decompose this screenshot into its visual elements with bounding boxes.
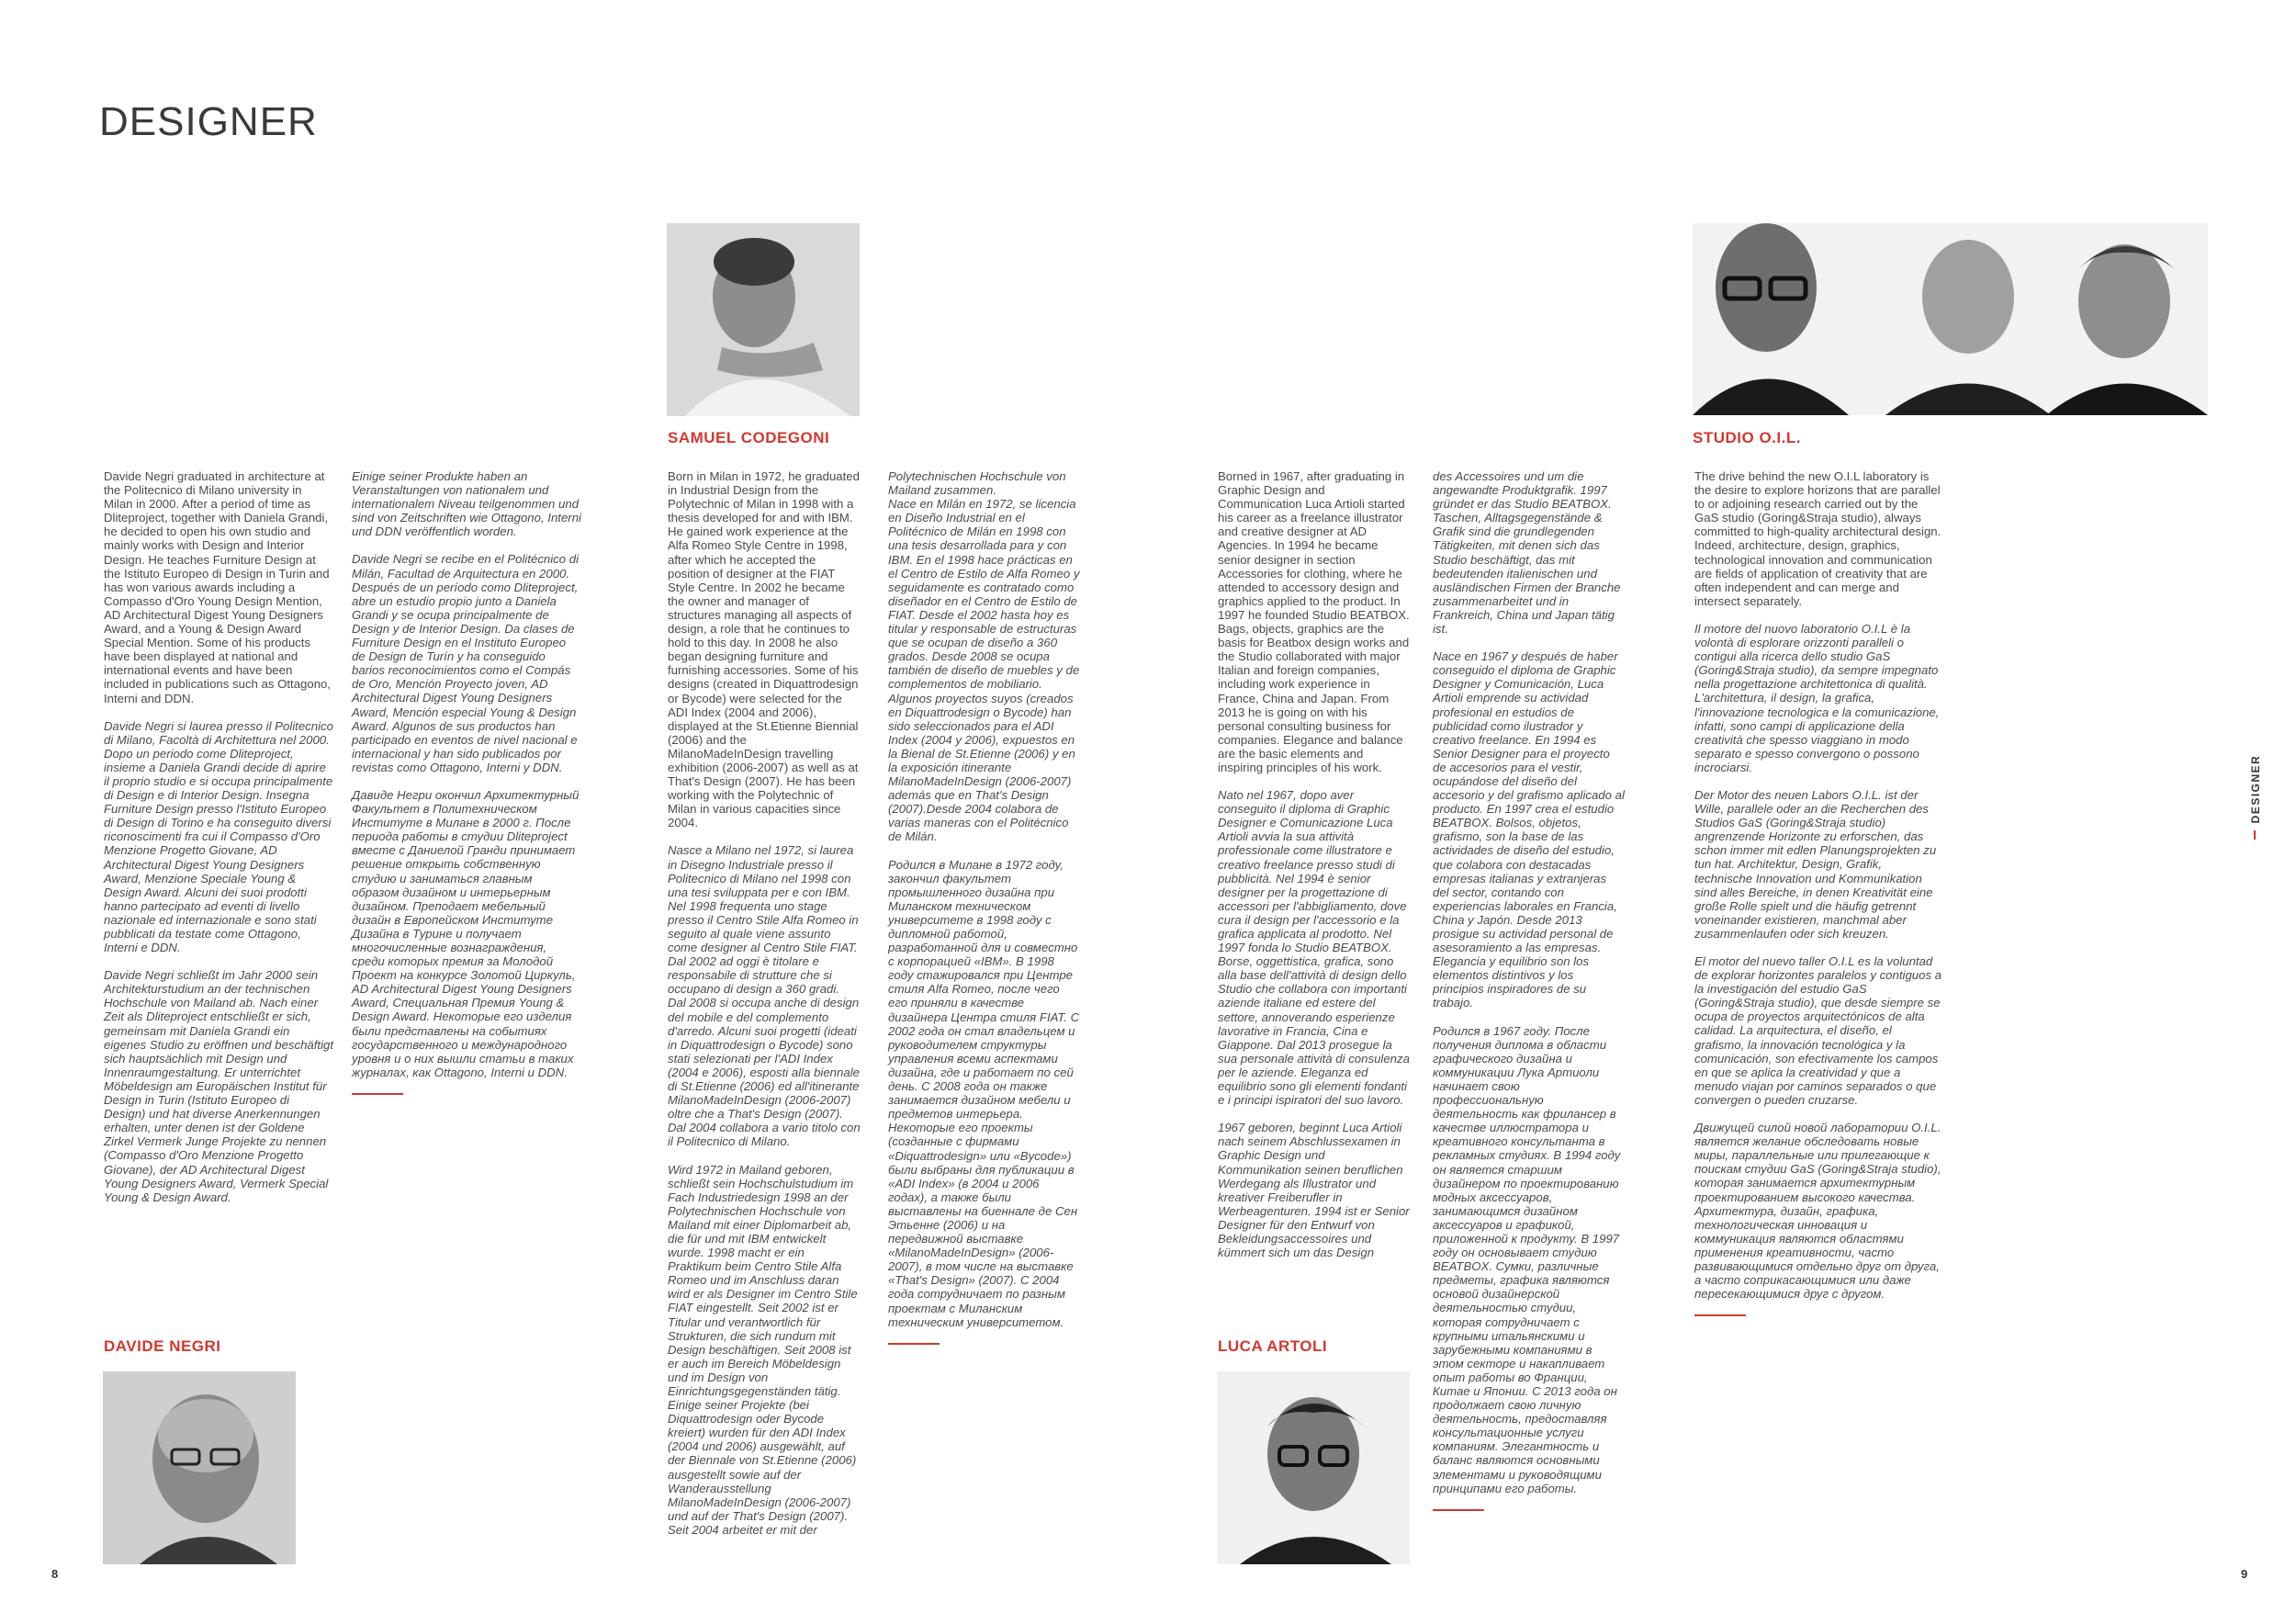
studio-oil-group-photo (1693, 223, 2208, 415)
artoli-bio-de-cont: des Accessoires und um die angewandte Produktgrafik. 1997 gründet er das Studio BEATBOX. Taschen, Alltagsgegenstände & Grafik sind die grundlegenden Tätigkeiten, mit denen sich das Studio beschäftigt, das mit bedeutenden italienischen und ausländischen Firmen der Branche zusammenarbeitet und in Frankreich, China und Japan tätig ist. (1433, 469, 1621, 637)
artoli-bio-en: Borned in 1967, after graduating in Graphic Design and Communication Luca Artioli started his career as a freelance illustrator and creative designer at AD Agencies. In 1994 he became senior designer in section Accessories for clothing, where he attended to accessory design and graphics applied to the product. In 1997 he founded Studio BEATBOX. Bags, objects, graphics are the basis for Beatbox design works and the Studio collaborated with major Italian and foreign companies, including work experience in France, China and Japan. From 2013 he is going on with his personal consulting business for companies. Elegance and balance are the basic elements and inspiring principles of his work. (1218, 469, 1410, 774)
negri-portrait (103, 1371, 296, 1564)
artoli-bio-col-1 (1218, 469, 1411, 1273)
codegoni-portrait (667, 223, 860, 416)
page-number-right: 9 (2241, 1567, 2248, 1581)
artoli-bio-de: 1967 geboren, beginnt Luca Artioli nach seinem Abschlussexamen in Graphic Design und Kommunikation seinen beruflichen Werdegang als Illustrator und kreativer Freiberufler in Werbeagenturen. 1994 ist er Senior Designer für den Entwurf von Bekleidungsaccessoires und kümmert sich um das Design (1218, 1121, 1410, 1260)
section-side-tab-label: DESIGNER (2249, 754, 2262, 824)
accent-rule (1694, 1314, 1746, 1316)
oil-bio-es: El motor del nuevo taller O.I.L es la voluntad de explorar horizontes paralelos y contiguos a la investigación del estudio GaS (Goring&Straja studio), que desde siempre se ocupa de proyectos arquitectónicos de alta calidad. La arquitectura, el diseño, el grafismo, la innovación tecnológica y la comunicación, son efectivamente los campos en que se aplica la creatividad y que a menudo viajan por caminos separados o que convergen o pueden cruzarse. (1694, 954, 1942, 1107)
oil-bio-en: The drive behind the new O.I.L laboratory is the desire to explore horizons that are parallel to or adjoining research carried out by the GaS studio (Goring&Straja studio), always committed to high-quality architectural design. Indeed, architecture, design, graphics, technological innovation and communication are fields of application of creativity that are often independent and can merge and intersect separately. (1694, 469, 1941, 608)
artoli-portrait (1217, 1371, 1410, 1564)
negri-bio-de-cont: Einige seiner Produkte haben an Veranstaltungen von nationalem und internationalem Niveau teilgenommen und sind von Zeitschriften wie Ottagono, Interni und DDN veröffentlich worden. (352, 469, 581, 539)
negri-bio-col-1 (104, 469, 333, 1218)
section-side-tab (2246, 746, 2265, 838)
accent-rule (1433, 1509, 1484, 1511)
artoli-bio-ru: Родился в 1967 году. После получения диплома в области графического дизайна и коммуникации Лука Артиоли начинает свою профессиональную деятельность как фрилансер в качестве иллюстратора и креативного консультанта в рекламных студиях. В 1994 году он является старшим дизайнером по проектированию модных аксессуаров, занимающимся дизайном аксессуаров и графикой, приложенной к продукту. В 1997 году он основывает студию BEATBOX. Сумки, различные предметы, графика являются основой дизайнерской деятельностью студии, которая сотрудничает с крупными итальянскими и зарубежными компаниями в этом секторе и накапливает опыт работы во Франции, Китае и Японии. С 2013 года он продолжает свою личную деятельность, предоставляя консультационные услуги компаниям. Элегантность и баланс являются основными элементами и руководящими принципами его работы. (1433, 1023, 1621, 1495)
codegoni-bio-es: Nace en Milán en 1972, se licencia en Diseño Industrial en el Politécnico de Milán en 1998 con una tesis desarrollada para y con IBM. En el 1998 hace prácticas en el Centro de Estilo de Alfa Romeo y seguidamente es contratado como diseñador en el Centro de Estilo de FIAT. Desde el 2002 hasta hoy es titular y responsable de estructuras que se ocupan de diseño a 360 grados. Desde 2008 se ocupa también de diseño de muebles y de complementos de mobiliario. Algunos proyectos suyos (creados en Diquattrodesign o Bycode) han sido seleccionados para el ADI Index (2004 y 2006), expuestos en la Bienal de St.Etienne (2006) y en la exposición itinerante MilanoMadeInDesign (2006-2007) además que en That's Design (2007).Desde 2004 colabora de varias maneras con el Politécnico de Milán. (888, 497, 1080, 844)
designer-name-negri: DAVIDE NEGRI (104, 1337, 221, 1355)
page-title: DESIGNER (99, 99, 318, 144)
artoli-bio-it: Nato nel 1967, dopo aver conseguito il diploma di Graphic Designer e Comunicazione Luca Artioli avvia la sua attività professionale come illustratore e creativo freelance presso studi di pubblicità. Nel 1994 è senior designer per la progettazione di accessori per l'abbigliamento, dove cura il design per l'accessorio e la grafica applicata al prodotto. Nel 1997 fonda lo Studio BEATBOX. Borse, oggettistica, grafica, sono alla base dell'attività di design dello Studio che collabora con importanti aziende italiane ed estere del settore, annoverando esperienze lavorative in Francia, Cina e Giappone. Dal 2013 prosegue la sua personale attività di consulenza per le aziende. Eleganza ed equilibrio sono gli elementi fondanti e i principi ispiratori del suo lavoro. (1218, 788, 1410, 1108)
oil-bio-ru: Движущей силой новой лаборатории O.I.L. является желание обследовать новые миры, параллельные или прилегающие к поискам студии GaS (Goring&Straja studio), которая занимается архитектурным проектированием высокого качества. Архитектура, дизайн, графика, технологическая инновация и коммуникация являются областями применения креативности, часто развивающимися отдельно друг от друга, а часто соприкасающимися или даже пересекающимися друг с другом. (1694, 1121, 1941, 1302)
artoli-bio-col-2 (1433, 469, 1626, 1511)
page-number-left: 8 (51, 1567, 59, 1581)
accent-rule (352, 1093, 403, 1095)
oil-bio-it: Il motore del nuovo laboratorio O.I.L è la volontà di esplorare orizzonti paralleli o contigui alla ricerca dello studio GaS (Goring&Straja studio), da sempre impegnato nella progettazione architettonica di qualità. L'architettura, il design, la grafica, l'innovazione tecnologica e la comunicazione, infatti, sono campi di applicazione della creatività che spesso viaggiano in modo separato e spesso convergono o possono incrociarsi. (1694, 621, 1940, 774)
side-tab-accent (2254, 830, 2256, 840)
designer-name-oil: STUDIO O.I.L. (1693, 429, 1801, 446)
negri-bio-it: Davide Negri si laurea presso il Politecnico di Milano, Facoltà di Architettura nel 2000. Dopo un periodo come Dliteproject, insieme a Daniela Grandi decide di aprire il proprio studio e si occupa principalmente di Design e di Interior Design. Insegna Furniture Design presso l'Istituto Europeo di Design di Torino e ha conseguito diversi riconoscimenti fra cui il Compasso d'Oro Menzione Progetto Giovane, AD Architectural Digest Young Designers Award, Menzione Speciale Young & Design Award. Alcuni dei suoi prodotti hanno partecipato ad eventi di livello nazionale ed internazionale e sono stati pubblicati da testate come Ottagono, Interni e DDN. (104, 718, 333, 955)
codegoni-bio-ru: Родился в Милане в 1972 году, закончил факультет промышленного дизайна при Миланском техническом университете в 1998 году с дипломной работой, разработанной для и совместно с корпорацией «IBM». В 1998 году стажировался при Центре стиля Alfa Romeo, после чего его приняли в качестве дизайнера Центра стиля FIAT. С 2002 года он стал владельцем и руководителем структуры управления всеми аспектами дизайна, где и работает по сей день. С 2008 года он также занимается дизайном мебели и предметов интерьера. Некоторые его проекты (созданные с фирмами «Diquattrodesign» или «Bycode») были выбраны для публикации в «ADI Index» (в 2004 и 2006 годах), а также были выставлены на биеннале де Сен Этьенне (2006) и на передвижной выставке «MilanoMadeInDesign» (2006-2007), в том числе на выставке «That's Design» (2007). С 2004 года сотрудничает по разным проектам с Миланским техническим университетом. (888, 857, 1080, 1329)
codegoni-bio-de: Wird 1972 in Mailand geboren, schließt sein Hochschulstudium im Fach Industriedesign 1998 an der Polytechnischen Hochschule von Mailand mit einer Diplomarbeit ab, die für und mit IBM entwickelt wurde. 1998 macht er ein Praktikum beim Centro Stile Alfa Romeo und im Anschluss daran wird er als Designer im Centro Stile FIAT eingestellt. Seit 2002 ist er Titular und verantwortlich für Strukturen, die sich rundum mit Design beschäftigen. Seit 2008 ist er auch im Bereich Möbeldesign und im Design von Einrichtungsgegenständen tätig. Einige seiner Projekte (bei Diquattrodesign oder Bycode kreiert) wurden für den ADI Index (2004 und 2006) ausgewählt, auf der Biennale von St.Etienne (2006) ausgestellt sowie auf der Wanderausstellung MilanoMadeInDesign (2006-2007) und auf der That's Design (2007). Seit 2004 arbeitet er mit der (668, 1162, 858, 1537)
codegoni-bio-col-2 (888, 469, 1081, 1345)
designer-name-codegoni: SAMUEL CODEGONI (668, 429, 830, 446)
negri-bio-es: Davide Negri se recibe en el Politécnico di Milán, Facultad de Arquitectura en 2000. Después de un período como Dliteproject, abre un estudio propio junto a Daniela Grandi y se ocupa principalmente de Design y de Interior Design. Da clases de Furniture Design en el Instituto Europeo de Design de Turín y ha conseguido barios reconocimientos como el Compás de Oro, Mención Proyecto joven, AD Architectural Digest Young Designers Award, Mención especial Young & Design Award. Algunos de sus productos han participado en eventos de nivel nacional e internacional y han sido publicados por revistas como Ottagono, Interni y DDN. (352, 552, 580, 774)
designer-name-artoli: LUCA ARTOLI (1218, 1337, 1328, 1355)
codegoni-bio-it: Nasce a Milano nel 1972, si laurea in Disegno Industriale presso il Politecnico di Milano nel 1998 con una tesi sviluppata per e con IBM. Nel 1998 frequenta uno stage presso il Centro Stile Alfa Romeo in seguito al quale viene assunto come designer al Centro Stile FIAT. Dal 2002 ad oggi è titolare e responsabile di strutture che si occupano di design a 360 gradi. Dal 2008 si occupa anche di design del mobile e del complemento d'arredo. Alcuni suoi progetti (ideati in Diquattrodesign o Bycode) sono stati selezionati per l'ADI Index (2004 e 2006), esposti alla biennale di St.Etienne (2006) ed all'itinerante MilanoMadeInDesign (2006-2007) oltre che a That's Design (2007). Dal 2004 collabora a vario titolo con il Politecnico di Milano. (668, 843, 861, 1149)
codegoni-bio-col-1 (668, 469, 861, 1551)
codegoni-bio-en: Born in Milan in 1972, he graduated in Industrial Design from the Polytechnic of Milan in 1998 with a thesis developed for and with IBM. He gained work experience at the Alfa Romeo Style Centre in 1998, after which he accepted the position of designer at the FIAT Style Centre. In 2002 he became the owner and manager of structures managing all aspects of design, a role that he continues to hold to this day. In 2008 he also began designing furniture and furnishing accessories. Some of his designs (created in Diquattrodesign or Bycode) were selected for the ADI Index (2004 and 2006), displayed at the St.Etienne Biennial (2006) and the MilanoMadeInDesign travelling exhibition (2006-2007) as well as at That's Design (2007). He has been working with the Polytechnic of Milan in various capacities since 2004. (668, 469, 860, 830)
oil-bio-col (1694, 469, 1942, 1316)
artoli-bio-es: Nace en 1967 y después de haber conseguido el diploma de Graphic Designer y Comunicación, Luca Artioli emprende su actividad profesional en estudios de publicidad como ilustrador y creativo freelance. En 1994 es Senior Designer para el proyecto de accesorios para el vestir, ocupándose del diseño del accesorio y del grafismo aplicado al producto. En 1997 crea el estudio BEATBOX. Bolsos, objetos, grafismo, son la base de las actividades de diseño del estudio, que colabora con destacadas empresas italianas y extranjeras del sector, contando con experiencias laborales en Francia, China y Japón. Desde 2013 prosigue su actividad personal de asesoramiento a las empresas. Elegancia y equilibrio son los elementos distintivos y los principios inspiradores de su trabajo. (1433, 649, 1625, 1010)
negri-bio-ru: Давиде Негри окончил Архитектурный Факультет в Политехническом Институте в Милане в 2000 г. После периода работы в студии Dliteproject вместе с Даниелой Гранди принимает решение открыть собственную студию и заниматься главным образом дизайном и интерьерным дизайном. Преподает мебельный дизайн в Европейском Институте Дизайна в Турине и получает многочисленные вознаграждения, среди которых премия за Молодой Проект на конкурсе Золотой Циркуль, AD Architectural Digest Young Designers Award, Специальная Премия Young & Design Award. Некоторые его изделия были представлены на событиях государственного и международного уровня и о них вышли статьи в таких журналах, как Ottagono, Interni и DDN. (352, 787, 580, 1079)
negri-bio-col-2 (352, 469, 581, 1095)
negri-bio-en: Davide Negri graduated in architecture at the Politecnico di Milano university in Milan in 2000. After a period of time as Dliteproject, together with Daniela Grandi, he decided to open his own studio and mainly works with Design and Interior Design. He teaches Furniture Design at the Istituto Europeo di Design in Turin and has won various awards including a Compasso d'Oro Young Design Mention, AD Architectural Digest Young Designers Award, and a Young & Design Award Special Mention. Some of his products have been displayed at national and international events and have been included in publications such as Ottagono, Interni and DDN. (104, 469, 332, 705)
accent-rule (888, 1343, 940, 1345)
oil-bio-de: Der Motor des neuen Labors O.I.L. ist der Wille, parallele oder an die Recherchen des Studios GaS (Goring&Straja studio) angrenzende Horizonte zu erforschen, das schon immer mit edlen Planungsprojekten zu tun hat. Architektur, Design, Grafik, technische Innovation und Kommunikation sind alles Bereiche, in denen Kreativität eine große Rolle spielt und die häufig getrennt voneinander existieren, manchmal aber zusammenlaufen oder sich kreuzen. (1694, 787, 1937, 941)
negri-bio-de: Davide Negri schließt im Jahr 2000 sein Architekturstudium an der technischen Hochschule von Mailand ab. Nach einer Zeit als Dliteproject entschließt er sich, gemeinsam mit Daniela Grandi ein eigenes Studio zu eröffnen und beschäftigt sich hauptsächlich mit Design und Innenraumgestaltung. Er unterrichtet Möbeldesign am Europäischen Institut für Design in Turin (Istituto Europeo di Design) und hat diverse Anerkennungen erhalten, unter denen ist der Goldene Zirkel Vermerk Junge Projekte zu nennen (Compasso d'Oro Menzione Progetto Giovane), der AD Architectural Digest Young Designers Award, Vermerk Special Young & Design Award. (104, 968, 334, 1204)
codegoni-bio-de-cont: Polytechnischen Hochschule von Mailand zusammen. (888, 469, 1066, 498)
